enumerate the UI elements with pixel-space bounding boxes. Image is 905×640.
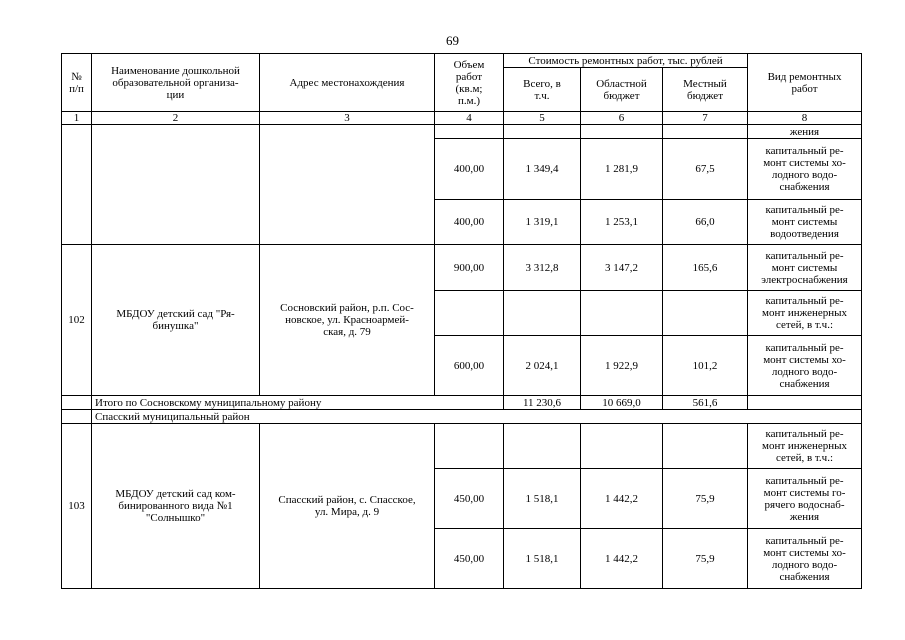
kind-cell: жения bbox=[748, 125, 862, 139]
subtotal-label: Итого по Сосновскому муниципальному району bbox=[92, 396, 504, 410]
local-cell bbox=[663, 424, 748, 469]
header-kind: Вид ремонтных работ bbox=[748, 54, 862, 112]
local-cell: 165,6 bbox=[663, 245, 748, 291]
table-row bbox=[62, 424, 862, 469]
column-number: 2 bbox=[92, 112, 260, 125]
kind-cell: капитальный ре- монт системы водоотведения bbox=[748, 200, 862, 245]
header-total: Всего, в т.ч. bbox=[504, 68, 581, 112]
column-number-row bbox=[62, 112, 862, 125]
column-number: 6 bbox=[581, 112, 663, 125]
volume-cell: 450,00 bbox=[435, 529, 504, 589]
volume-cell bbox=[435, 424, 504, 469]
address-cell: Спасский район, с. Спасское, ул. Мира, д. 9 bbox=[260, 424, 435, 589]
volume-cell bbox=[435, 291, 504, 336]
column-number: 8 bbox=[748, 112, 862, 125]
regional-cell: 1 442,2 bbox=[581, 529, 663, 589]
header-local: Местный бюджет bbox=[663, 68, 748, 112]
kind-cell: капитальный ре- монт системы хо- лодного водо- снабжения bbox=[748, 336, 862, 396]
local-cell: 75,9 bbox=[663, 529, 748, 589]
total-cell: 1 518,1 bbox=[504, 529, 581, 589]
column-number: 7 bbox=[663, 112, 748, 125]
volume-cell: 400,00 bbox=[435, 139, 504, 200]
volume-cell: 400,00 bbox=[435, 200, 504, 245]
num-cell bbox=[62, 410, 92, 424]
kind-cell bbox=[748, 396, 862, 410]
kind-cell: капитальный ре- монт инженерных сетей, в т.ч.: bbox=[748, 424, 862, 469]
table-row bbox=[62, 245, 862, 291]
header-row bbox=[62, 54, 862, 68]
local-cell: 561,6 bbox=[663, 396, 748, 410]
kind-cell: капитальный ре- монт системы го- рячего водоснаб- жения bbox=[748, 469, 862, 529]
regional-cell: 1 281,9 bbox=[581, 139, 663, 200]
kind-cell: капитальный ре- монт системы хо- лодного водо- снабжения bbox=[748, 139, 862, 200]
total-cell: 3 312,8 bbox=[504, 245, 581, 291]
volume-cell: 600,00 bbox=[435, 336, 504, 396]
header-name: Наименование дошкольной образовательной организа- ции bbox=[92, 54, 260, 112]
num-cell bbox=[62, 125, 92, 245]
local-cell: 75,9 bbox=[663, 469, 748, 529]
volume-cell bbox=[435, 125, 504, 139]
volume-cell: 900,00 bbox=[435, 245, 504, 291]
regional-cell bbox=[581, 125, 663, 139]
total-cell: 11 230,6 bbox=[504, 396, 581, 410]
name-cell bbox=[92, 125, 260, 245]
volume-cell: 450,00 bbox=[435, 469, 504, 529]
local-cell bbox=[663, 125, 748, 139]
total-cell bbox=[504, 291, 581, 336]
local-cell: 101,2 bbox=[663, 336, 748, 396]
repair-works-table bbox=[61, 53, 862, 589]
total-cell bbox=[504, 424, 581, 469]
header-cost-group: Стоимость ремонтных работ, тыс. рублей bbox=[504, 54, 748, 68]
kind-cell: капитальный ре- монт системы электроснабжения bbox=[748, 245, 862, 291]
regional-cell bbox=[581, 424, 663, 469]
column-number: 5 bbox=[504, 112, 581, 125]
table-row bbox=[62, 125, 862, 139]
num-cell: 102 bbox=[62, 245, 92, 396]
address-cell bbox=[260, 125, 435, 245]
address-cell: Сосновский район, р.п. Сос- новское, ул. Красноармей- ская, д. 79 bbox=[260, 245, 435, 396]
district-row bbox=[62, 410, 862, 424]
local-cell: 66,0 bbox=[663, 200, 748, 245]
column-number: 1 bbox=[62, 112, 92, 125]
local-cell bbox=[663, 291, 748, 336]
total-cell: 1 319,1 bbox=[504, 200, 581, 245]
regional-cell: 10 669,0 bbox=[581, 396, 663, 410]
num-cell: 103 bbox=[62, 424, 92, 589]
header-address: Адрес местонахождения bbox=[260, 54, 435, 112]
district-label: Спасский муниципальный район bbox=[92, 410, 862, 424]
total-cell: 1 518,1 bbox=[504, 469, 581, 529]
regional-cell bbox=[581, 291, 663, 336]
column-number: 4 bbox=[435, 112, 504, 125]
header-volume: Объем работ (кв.м; п.м.) bbox=[435, 54, 504, 112]
page-number: 69 bbox=[446, 33, 459, 48]
regional-cell: 1 253,1 bbox=[581, 200, 663, 245]
kind-cell: капитальный ре- монт инженерных сетей, в т.ч.: bbox=[748, 291, 862, 336]
name-cell: МБДОУ детский сад ком- бинированного вида №1 "Солнышко" bbox=[92, 424, 260, 589]
name-cell: МБДОУ детский сад "Ря- бинушка" bbox=[92, 245, 260, 396]
total-cell: 1 349,4 bbox=[504, 139, 581, 200]
regional-cell: 3 147,2 bbox=[581, 245, 663, 291]
header-num: № п/п bbox=[62, 54, 92, 112]
subtotal-row bbox=[62, 396, 862, 410]
num-cell bbox=[62, 396, 92, 410]
local-cell: 67,5 bbox=[663, 139, 748, 200]
header-regional: Областной бюджет bbox=[581, 68, 663, 112]
regional-cell: 1 922,9 bbox=[581, 336, 663, 396]
regional-cell: 1 442,2 bbox=[581, 469, 663, 529]
total-cell bbox=[504, 125, 581, 139]
column-number: 3 bbox=[260, 112, 435, 125]
kind-cell: капитальный ре- монт системы хо- лодного водо- снабжения bbox=[748, 529, 862, 589]
total-cell: 2 024,1 bbox=[504, 336, 581, 396]
